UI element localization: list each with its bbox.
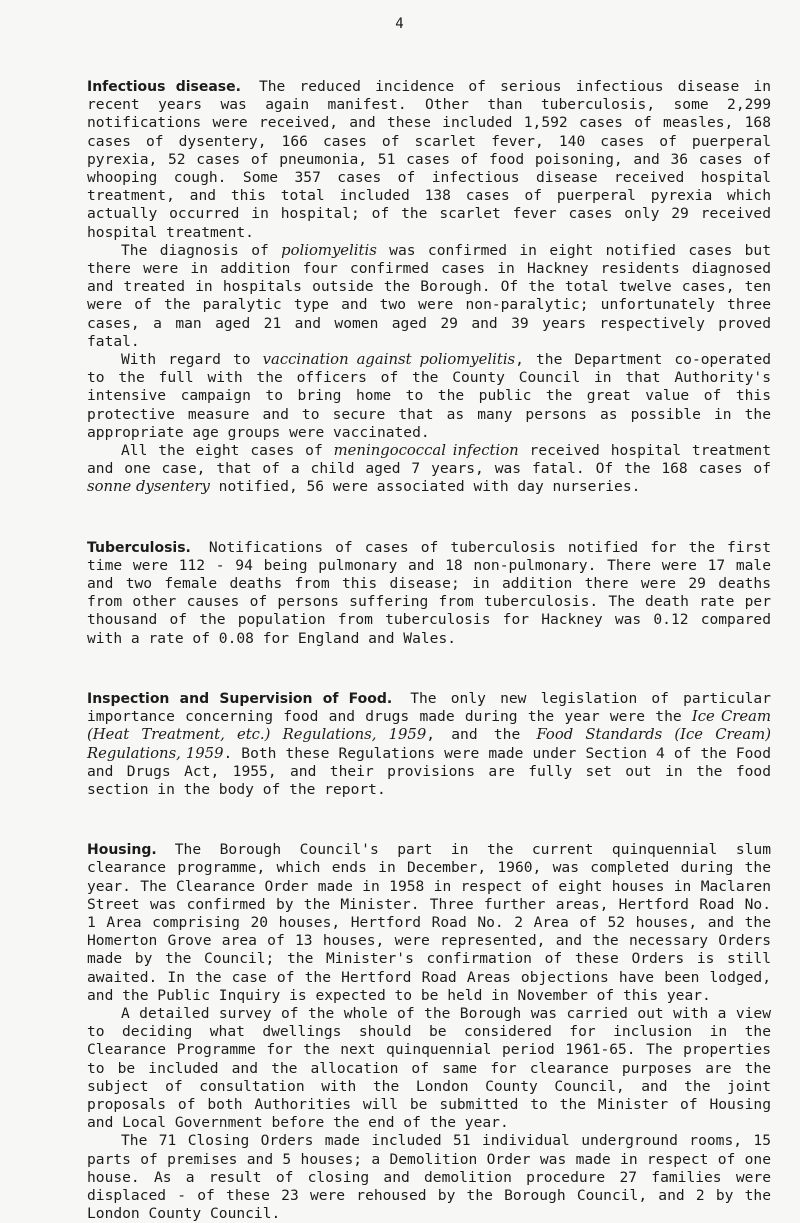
- paragraph-text: , and the: [426, 726, 537, 744]
- page-number: 4: [395, 16, 405, 32]
- section-heading: Housing.: [87, 842, 157, 859]
- section-food-inspection: [87, 690, 771, 799]
- paragraph: [87, 242, 771, 351]
- paragraph-text: Notifications of cases of tuberculosis notified for the first time were 112 - 94 being pulmonary and 18 non-pulmonary. There were 17 male and two female deaths from this disease; in addition there were 29 deaths from other causes of persons suffering from tuberculosis. The death rate per thousand of the population from tuberculosis for Hackney was 0.12 compared with a rate of 0.08 for England and Wales.: [87, 538, 771, 647]
- italic-term: Food Standards (Ice Cream) Regulations, 1959: [87, 726, 771, 762]
- paragraph-text: notified, 56 were associated with day nurseries.: [209, 478, 641, 496]
- italic-term: vaccination against poliomyelitis: [262, 351, 516, 369]
- section-heading: Inspection and Supervision of Food.: [87, 690, 393, 707]
- paragraph: [87, 690, 771, 799]
- section-heading: Tuberculosis.: [87, 539, 191, 556]
- paragraph-text: . Both these Regulations were made under Section 4 of the Food and Drugs Act, 1955, and their provisions are fully set out in the food section in the body of the report.: [87, 744, 771, 798]
- paragraph-text: The only new legislation of particular importance concerning food and drugs made during the year were the: [87, 689, 771, 726]
- paragraph-text: The diagnosis of: [121, 241, 282, 259]
- paragraph: [87, 351, 771, 442]
- paragraph: [87, 442, 771, 497]
- paragraph-text: A detailed survey of the whole of the Borough was carried out with a view to deciding what dwellings should be considered for inclusion in the Clearance Programme for the next quinquennial period 1961-65. The properties to be included and the allocation of same for clearance purposes are the subject of consultation with the London County Council, and the joint proposals of both Authorities will be submitted to the Minister of Housing and Local Government before the end of the year.: [87, 1004, 771, 1132]
- italic-term: Ice Cream (Heat Treatment, etc.) Regulations, 1959: [87, 708, 771, 744]
- paragraph-text: The 71 Closing Orders made included 51 individual underground rooms, 15 parts of premises and 5 houses; a Demolition Order was made in respect of one house. As a result of closing and demolition procedure 27 families were displaced - of these 23 were rehoused by the Borough Council, and 2 by the London County Council.: [87, 1132, 771, 1223]
- section-heading: Infectious disease.: [87, 79, 241, 95]
- paragraph-text: The reduced incidence of serious infectious disease in recent years was again manifest. Other than tuberculosis, some 2,299 notifications were received, and these included 1,592 cases of measles, 168 cases of dysentery, 166 cases of scarlet fever, 140 cases of puerperal pyrexia, 52 cases of pneumonia, 51 cases of food poisoning, and 36 cases of whooping cough. Some 357 cases of infectious disease received hospital treatment, and this total included 138 cases of puerperal pyrexia which actually occurred in hospital; of the scarlet fever cases only 29 received hospital treatment.: [87, 78, 771, 241]
- paragraph-text: All the eight cases of: [121, 442, 334, 460]
- paragraph-text: was confirmed in eight notified cases but there were in addition four confirmed cases in Hackney residents diagnosed and treated in hospitals outside the Borough. Of the total twelve cases, ten were of the paralytic type and two were non-paralytic; unfortunately three cases, a man aged 21 and women aged 29 and 39 years respectively proved fatal.: [87, 241, 771, 350]
- paragraph: [87, 1132, 771, 1223]
- paragraph-text: , the Department co-operated to the full with the officers of the County Council in that Authority's intensive campaign to bring home to the public the great value of this protective measure and to secure that as many persons as possible in the appropriate age groups were vaccinated.: [87, 351, 772, 441]
- italic-term: meningococcal infection: [333, 442, 519, 460]
- paragraph: [87, 78, 771, 242]
- paragraph: [87, 539, 771, 648]
- paragraph: [87, 1005, 771, 1132]
- paragraph-text: The Borough Council's part in the current quinquennial slum clearance programme, which ends in December, 1960, was completed during the year. The Clearance Order made in 1958 in respect of eight houses in Maclaren Street was confirmed by the Minister. Three further areas, Hertford Road No. 1 Area comprising 20 houses, Hertford Road No. 2 Area of 52 houses, and the Homerton Grove area of 13 houses, were represented, and the necessary Orders made by the Council; the Minister's confirmation of these Orders is still awaited. In the case of the Hertford Road Areas objections have been lodged, and the Public Inquiry is expected to be held in November of this year.: [87, 841, 771, 1004]
- paragraph: [87, 841, 771, 1005]
- report-body: [87, 78, 771, 1223]
- paragraph-text: received hospital treatment and one case, that of a child aged 7 years, was fatal. Of the 168 cases of: [87, 442, 771, 478]
- section-tuberculosis: [87, 539, 771, 648]
- italic-term: sonne dysentery: [87, 478, 210, 496]
- italic-term: poliomyelitis: [281, 241, 377, 259]
- paragraph-text: With regard to: [121, 351, 263, 369]
- section-infectious-disease: [87, 78, 771, 497]
- section-housing: [87, 841, 771, 1223]
